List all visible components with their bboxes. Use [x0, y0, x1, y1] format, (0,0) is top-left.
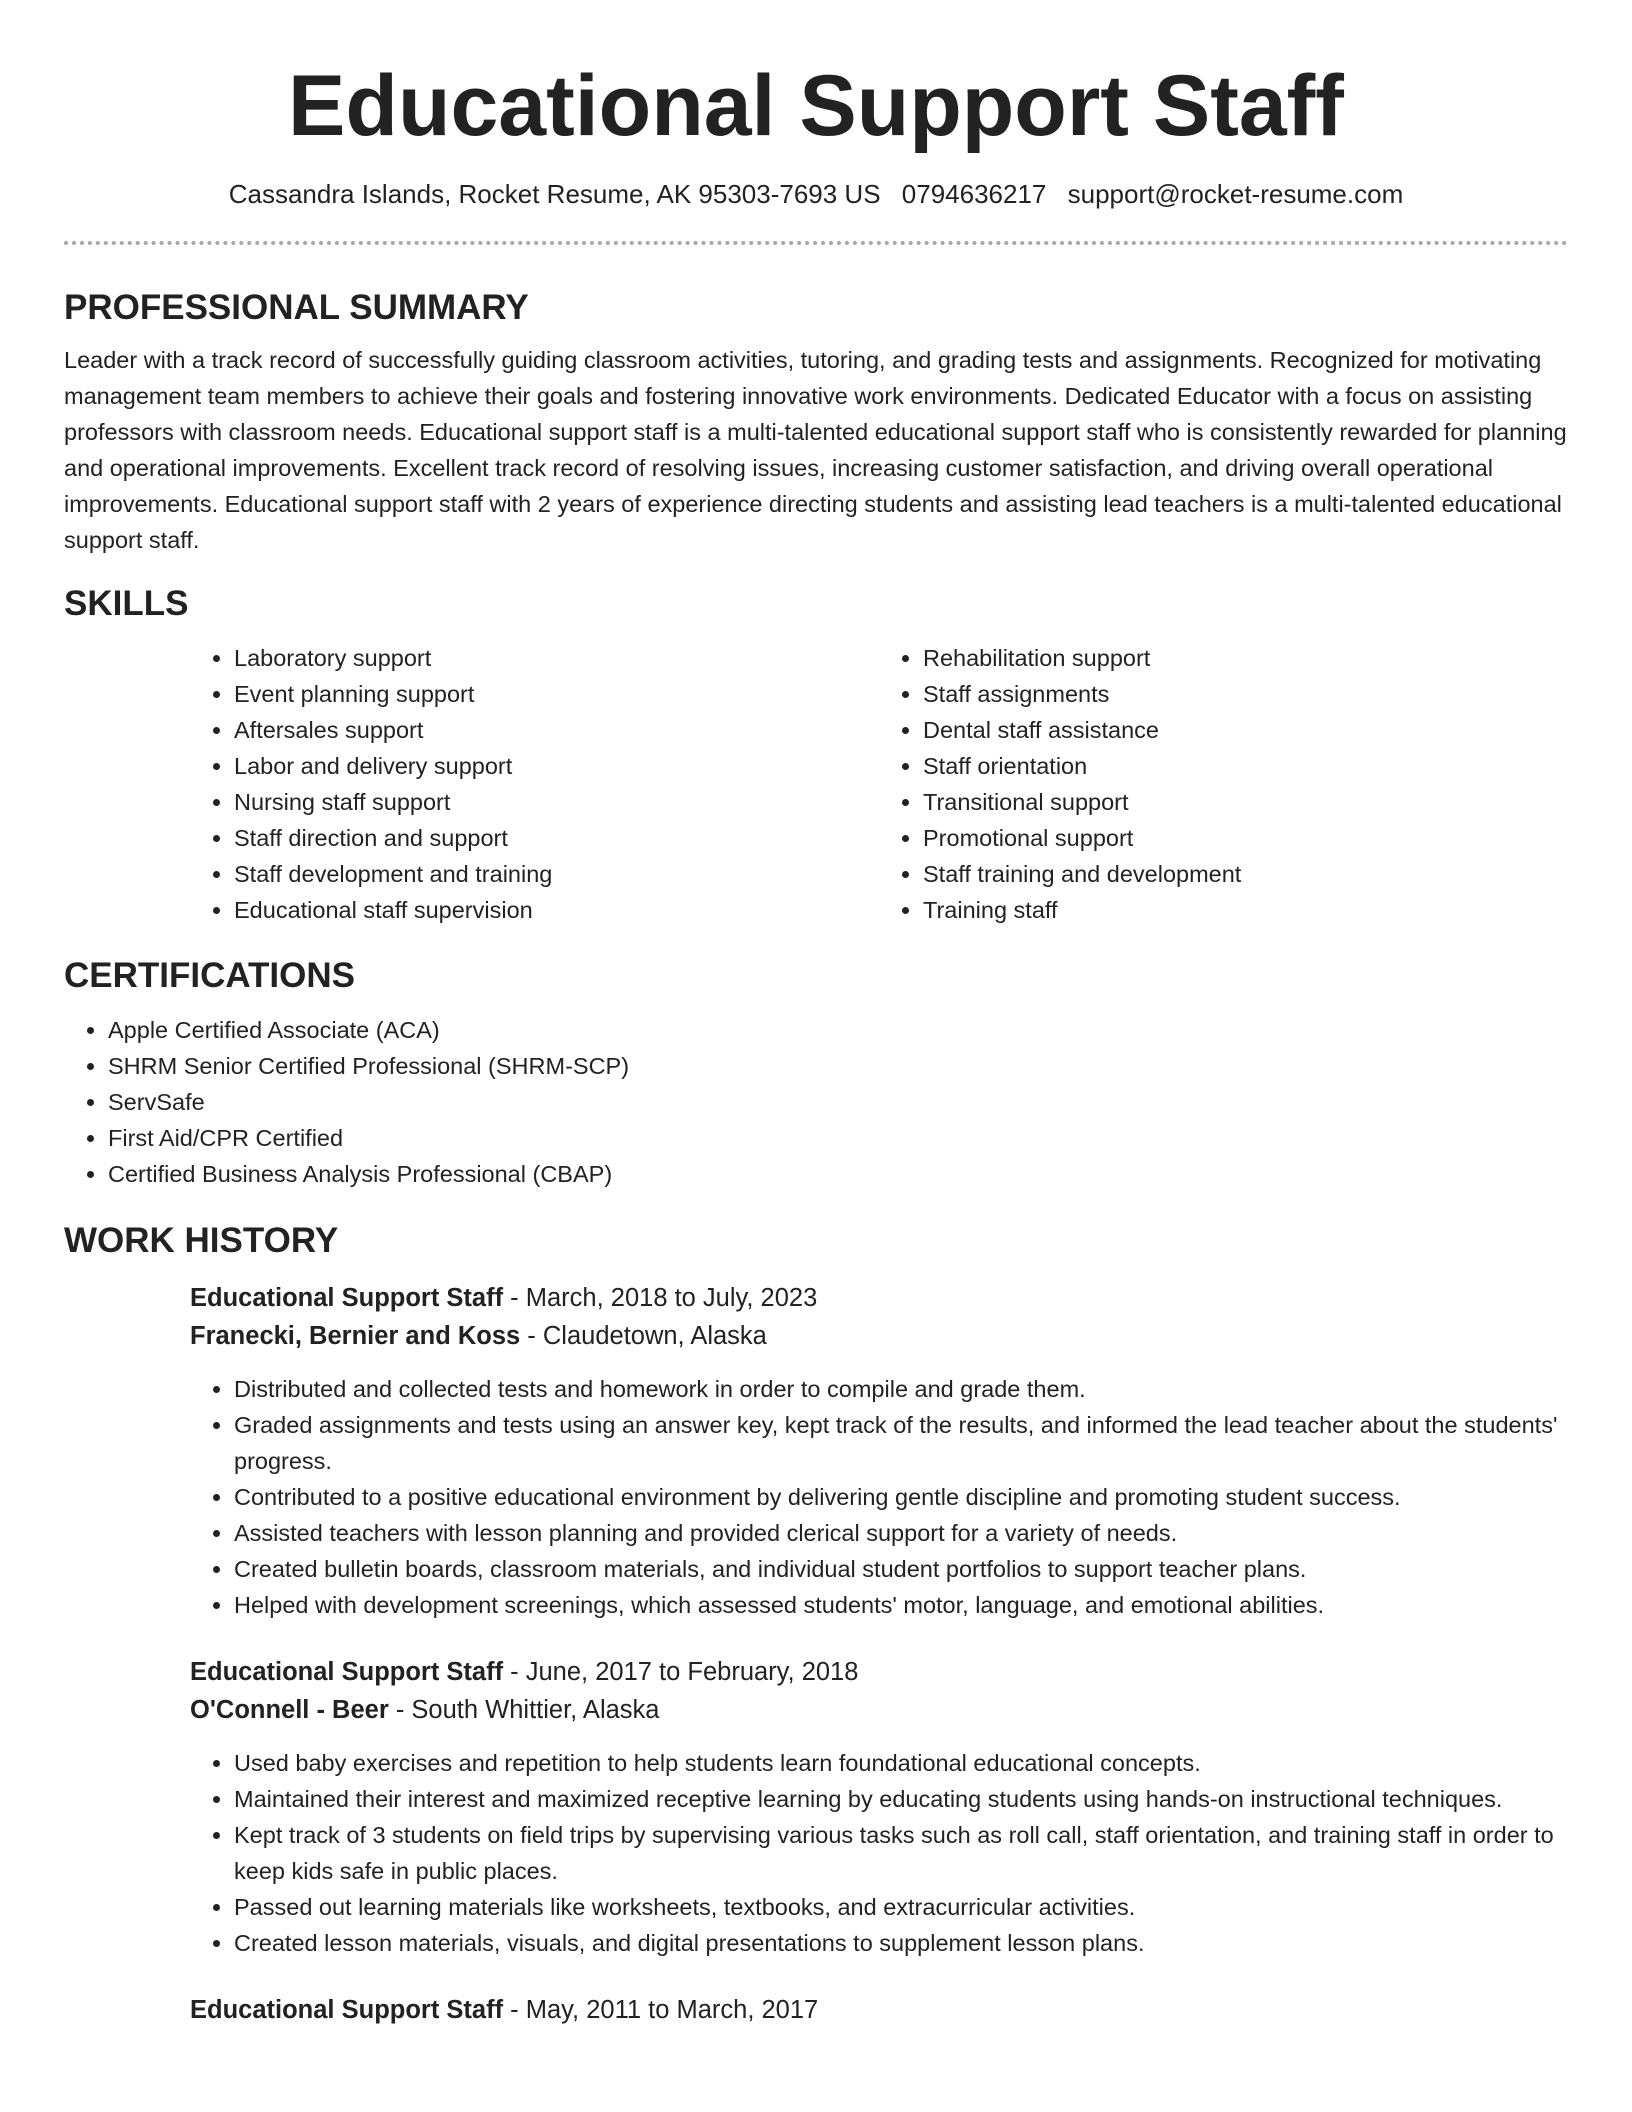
job-dates: - June, 2017 to February, 2018 [503, 1658, 859, 1686]
job-company-line [190, 1691, 1568, 1729]
skills-heading: SKILLS [64, 584, 189, 623]
skill-item: • Nursing staff support [234, 784, 879, 820]
job-bullet: • Kept track of 3 students on field trips by supervising various tasks such as roll call, staff orientation, and training staff in order to keep kids safe in public places. [234, 1817, 1568, 1889]
job-bullet: • Created bulletin boards, classroom materials, and individual student portfolios to support teacher plans. [234, 1551, 1568, 1587]
work-history-heading: WORK HISTORY [64, 1221, 339, 1260]
job-bullets [190, 1745, 1568, 1961]
skill-item: • Staff assignments [923, 676, 1568, 712]
contact-phone: 0794636217 [901, 179, 1047, 209]
skills-column-left [190, 640, 879, 928]
job-role: Educational Support Staff [190, 1996, 504, 2024]
job-title-line [190, 1279, 1568, 1317]
certification-item: • ServSafe [108, 1084, 1568, 1120]
job-title-line [190, 1991, 1568, 2029]
job-bullet: • Maintained their interest and maximized receptive learning by educating students using hands-on instructional techniques. [234, 1781, 1568, 1817]
skill-item: • Event planning support [234, 676, 879, 712]
job-bullet: • Graded assignments and tests using an answer key, kept track of the results, and informed the lead teacher about the students' progress. [234, 1407, 1568, 1479]
job-dates: - May, 2011 to March, 2017 [503, 1996, 819, 2024]
skill-item: • Aftersales support [234, 712, 879, 748]
contact-line [64, 179, 1568, 209]
job-entry [190, 1279, 1568, 1623]
job-bullet: • Distributed and collected tests and homework in order to compile and grade them. [234, 1371, 1568, 1407]
job-bullet: • Passed out learning materials like worksheets, textbooks, and extracurricular activities. [234, 1889, 1568, 1925]
skills-column-right [879, 640, 1568, 928]
certification-item: • Apple Certified Associate (ACA) [108, 1012, 1568, 1048]
header-divider [64, 241, 1568, 245]
job-location: - South Whittier, Alaska [388, 1696, 660, 1724]
skill-item: • Staff training and development [923, 856, 1568, 892]
job-bullet: • Contributed to a positive educational environment by delivering gentle discipline and promoting student success. [234, 1479, 1568, 1515]
contact-email: support@rocket-resume.com [1067, 179, 1404, 209]
certification-item: • Certified Business Analysis Professional (CBAP) [108, 1156, 1568, 1192]
job-bullet: • Created lesson materials, visuals, and digital presentations to supplement lesson plans. [234, 1925, 1568, 1961]
job-company: O'Connell - Beer [190, 1696, 389, 1724]
job-title-line [190, 1653, 1568, 1691]
certification-item: • First Aid/CPR Certified [108, 1120, 1568, 1156]
skill-item: • Training staff [923, 892, 1568, 928]
resume-name: Educational Support Staff [288, 58, 1344, 154]
job-dates: - March, 2018 to July, 2023 [503, 1284, 818, 1312]
certification-item: • SHRM Senior Certified Professional (SHRM-SCP) [108, 1048, 1568, 1084]
job-entry [190, 1653, 1568, 1961]
skill-item: • Labor and delivery support [234, 748, 879, 784]
skill-item: • Staff direction and support [234, 820, 879, 856]
summary-heading: PROFESSIONAL SUMMARY [64, 288, 529, 327]
job-bullet: • Used baby exercises and repetition to help students learn foundational educational concepts. [234, 1745, 1568, 1781]
job-entry [190, 1991, 1568, 2029]
skill-item: • Promotional support [923, 820, 1568, 856]
job-company-line [190, 1317, 1568, 1355]
skill-item: • Transitional support [923, 784, 1568, 820]
skill-item: • Staff orientation [923, 748, 1568, 784]
contact-address: Cassandra Islands, Rocket Resume, AK 95303-7693 US [228, 179, 881, 209]
skill-item: • Educational staff supervision [234, 892, 879, 928]
job-role: Educational Support Staff [190, 1658, 504, 1686]
skill-item: • Dental staff assistance [923, 712, 1568, 748]
skill-item: • Rehabilitation support [923, 640, 1568, 676]
job-location: - Claudetown, Alaska [520, 1322, 767, 1350]
job-bullets [190, 1371, 1568, 1623]
skill-item: • Staff development and training [234, 856, 879, 892]
job-role: Educational Support Staff [190, 1284, 504, 1312]
certifications-list [64, 1012, 1568, 1192]
job-bullet: • Assisted teachers with lesson planning and provided clerical support for a variety of needs. [234, 1515, 1568, 1551]
job-company: Franecki, Bernier and Koss [190, 1322, 521, 1350]
skills-list [190, 640, 1568, 928]
summary-text: Leader with a track record of successfully guiding classroom activities, tutoring, and grading tests and assignments. Recognized for motivating management team members to achieve their goals and fostering innovative work environments. Dedicated Educator with a focus on assisting professors with classroom needs. Educational support staff is a multi-talented educational support staff who is consistently rewarded for planning and operational improvements. Excellent track record of resolving issues, increasing customer satisfaction, and driving overall operational improvements. Educational support staff with 2 years of experience directing students and assisting lead teachers is a multi-talented educational support staff. [64, 347, 1567, 553]
certifications-heading: CERTIFICATIONS [64, 956, 356, 995]
skill-item: • Laboratory support [234, 640, 879, 676]
job-bullet: • Helped with development screenings, which assessed students' motor, language, and emotional abilities. [234, 1587, 1568, 1623]
